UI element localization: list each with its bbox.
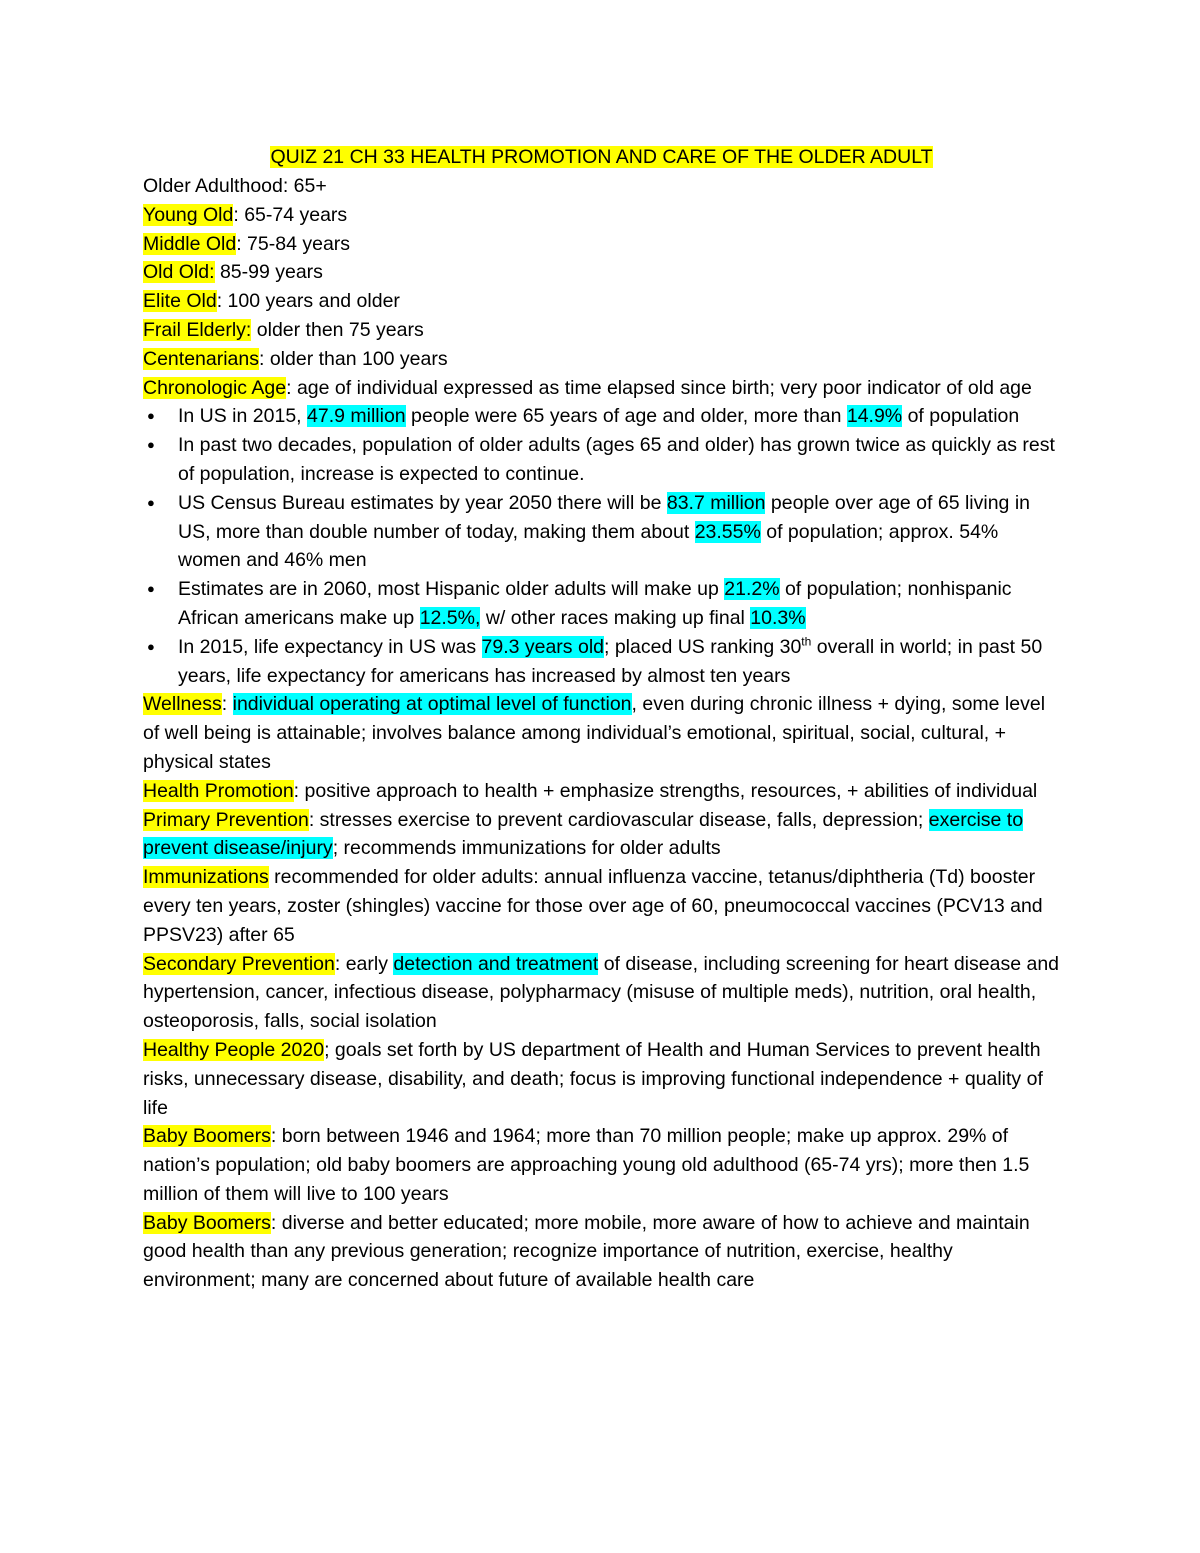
text-run: recommended for older adults: annual influenza vaccine, tetanus/diphtheria (Td) booster every ten years, zoster (shingles) vaccine for those over age of 60, pneumococcal vaccines (PCV13 and PPSV23) after 65 xyxy=(143,866,1043,946)
text-run: of population xyxy=(902,405,1020,428)
young-old-term: Young Old xyxy=(143,203,234,226)
baby-boomers-para-1 xyxy=(143,1122,1060,1208)
text-run: : positive approach to health + emphasize strengths, resources, + abilities of individual xyxy=(293,779,1038,802)
text-run: : early xyxy=(334,952,394,975)
middle-old-line xyxy=(143,230,1060,259)
chronologic-age-def: : age of individual expressed as time elapsed since birth; very poor indicator of old age xyxy=(286,376,1032,399)
text-run: of population; nonhispanic African americans make up xyxy=(178,578,1012,629)
baby-boomers-term: Baby Boomers xyxy=(143,1125,271,1148)
health-promotion-term: Health Promotion xyxy=(143,779,294,802)
highlight: 21.2% xyxy=(724,578,780,601)
text-run: , even during chronic illness + dying, some level of well being is attainable; involves balance among individual’s emotional, spiritual, social, cultural, + physical states xyxy=(143,693,1046,773)
elite-old-def: : 100 years and older xyxy=(216,290,400,313)
old-old-def: 85-99 years xyxy=(214,261,323,284)
elite-old-term: Elite Old xyxy=(143,290,217,313)
highlight: individual operating at optimal level of function xyxy=(232,693,632,716)
text-run: people over age of 65 living in US, more than double number of today, making them about xyxy=(178,491,1031,543)
text-run: : stresses exercise to prevent cardiovascular disease, falls, depression; xyxy=(308,808,929,831)
elite-old-line xyxy=(143,287,1060,316)
document-body xyxy=(143,172,1060,1295)
text-run: people were 65 years of age and older, more than xyxy=(405,405,847,428)
list-item xyxy=(178,633,1060,691)
text-run: In 2015, life expectancy in US was xyxy=(178,635,482,658)
primary-prevention-para xyxy=(143,806,1060,864)
secondary-prevention-para xyxy=(143,950,1060,1036)
text-run: ; recommends immunizations for older adults xyxy=(332,837,721,860)
baby-boomers-term: Baby Boomers xyxy=(143,1211,271,1234)
frail-elderly-def: older then 75 years xyxy=(251,318,424,341)
statistics-list xyxy=(143,402,1060,690)
text-run: US Census Bureau estimates by year 2050 there will be xyxy=(178,491,667,514)
text-run: : diverse and better educated; more mobile, more aware of how to achieve and maintain good health than any previous generation; recognize importance of nutrition, exercise, healthy environment; many are concerned about future of available health care xyxy=(143,1211,1030,1292)
health-promotion-para xyxy=(143,777,1060,806)
immunizations-para xyxy=(143,863,1060,949)
highlight: 12.5%, xyxy=(419,606,481,629)
highlight: 83.7 million xyxy=(666,491,766,514)
highlight: 47.9 million xyxy=(307,405,406,428)
highlight: detection and treatment xyxy=(393,952,599,975)
title-text: QUIZ 21 CH 33 HEALTH PROMOTION AND CARE OF THE OLDER ADULT xyxy=(270,146,933,168)
frail-elderly-line xyxy=(143,316,1060,345)
old-old-term: Old Old: xyxy=(143,261,215,284)
highlight: exercise to prevent disease/injury xyxy=(143,808,1024,860)
text-run: Estimates are in 2060, most Hispanic older adults will make up xyxy=(178,578,725,601)
chronologic-age-line xyxy=(143,374,1060,403)
healthy-people-term: Healthy People 2020 xyxy=(143,1038,325,1061)
list-item xyxy=(178,431,1060,489)
list-item xyxy=(178,402,1060,431)
text-run: overall in world; in past 50 years, life expectancy for americans has increased by almost ten years xyxy=(178,635,1043,687)
older-adulthood-line: Older Adulthood: 65+ xyxy=(143,175,327,197)
middle-old-term: Middle Old xyxy=(143,232,237,255)
centenarians-def: : older than 100 years xyxy=(259,347,448,370)
chronologic-age-term: Chronologic Age xyxy=(143,376,287,399)
highlight: 79.3 years old xyxy=(481,635,604,658)
frail-elderly-term: Frail Elderly: xyxy=(143,318,252,341)
page-title xyxy=(143,143,1060,172)
list-item xyxy=(178,489,1060,575)
baby-boomers-para-2 xyxy=(143,1209,1060,1295)
wellness-term: Wellness xyxy=(143,693,222,716)
highlight: 14.9% xyxy=(846,405,903,428)
text-run: : xyxy=(221,693,233,716)
text-run: of disease, including screening for heart disease and hypertension, cancer, infectious disease, polypharmacy (misuse of multiple meds), nutrition, oral health, osteoporosis, falls, social isolation xyxy=(143,952,1060,1033)
wellness-para xyxy=(143,690,1060,776)
text-run: w/ other races making up final xyxy=(480,606,751,629)
highlight: 23.55% xyxy=(694,520,761,543)
old-old-line xyxy=(143,258,1060,287)
healthy-people-para xyxy=(143,1036,1060,1122)
highlight: 10.3% xyxy=(750,606,806,629)
centenarians-term: Centenarians xyxy=(143,347,259,370)
primary-prevention-term: Primary Prevention xyxy=(143,808,309,831)
secondary-prevention-term: Secondary Prevention xyxy=(143,952,335,975)
superscript: th xyxy=(801,634,812,649)
list-item xyxy=(178,575,1060,633)
middle-old-def: : 75-84 years xyxy=(236,232,351,255)
text-run: ; goals set forth by US department of Health and Human Services to prevent health risks, unnecessary disease, disability, and death; focus is improving functional independence + quality of life xyxy=(143,1038,1043,1119)
immunizations-term: Immunizations xyxy=(143,866,269,889)
text-run: : born between 1946 and 1964; more than 70 million people; make up approx. 29% of nation’s population; old baby boomers are approaching young old adulthood (65-74 yrs); more then 1.5 million of them will live to 100 years xyxy=(143,1125,1030,1205)
young-old-line xyxy=(143,201,1060,230)
text-run: of population; approx. 54% women and 46% men xyxy=(178,520,999,572)
text-run: ; placed US ranking 30 xyxy=(604,635,802,658)
text-run: In past two decades, population of older adults (ages 65 and older) has grown twice as quickly as rest of population, increase is expected to continue. xyxy=(178,434,1055,485)
young-old-def: : 65-74 years xyxy=(233,203,348,226)
text-run: In US in 2015, xyxy=(178,405,307,428)
centenarians-line xyxy=(143,345,1060,374)
